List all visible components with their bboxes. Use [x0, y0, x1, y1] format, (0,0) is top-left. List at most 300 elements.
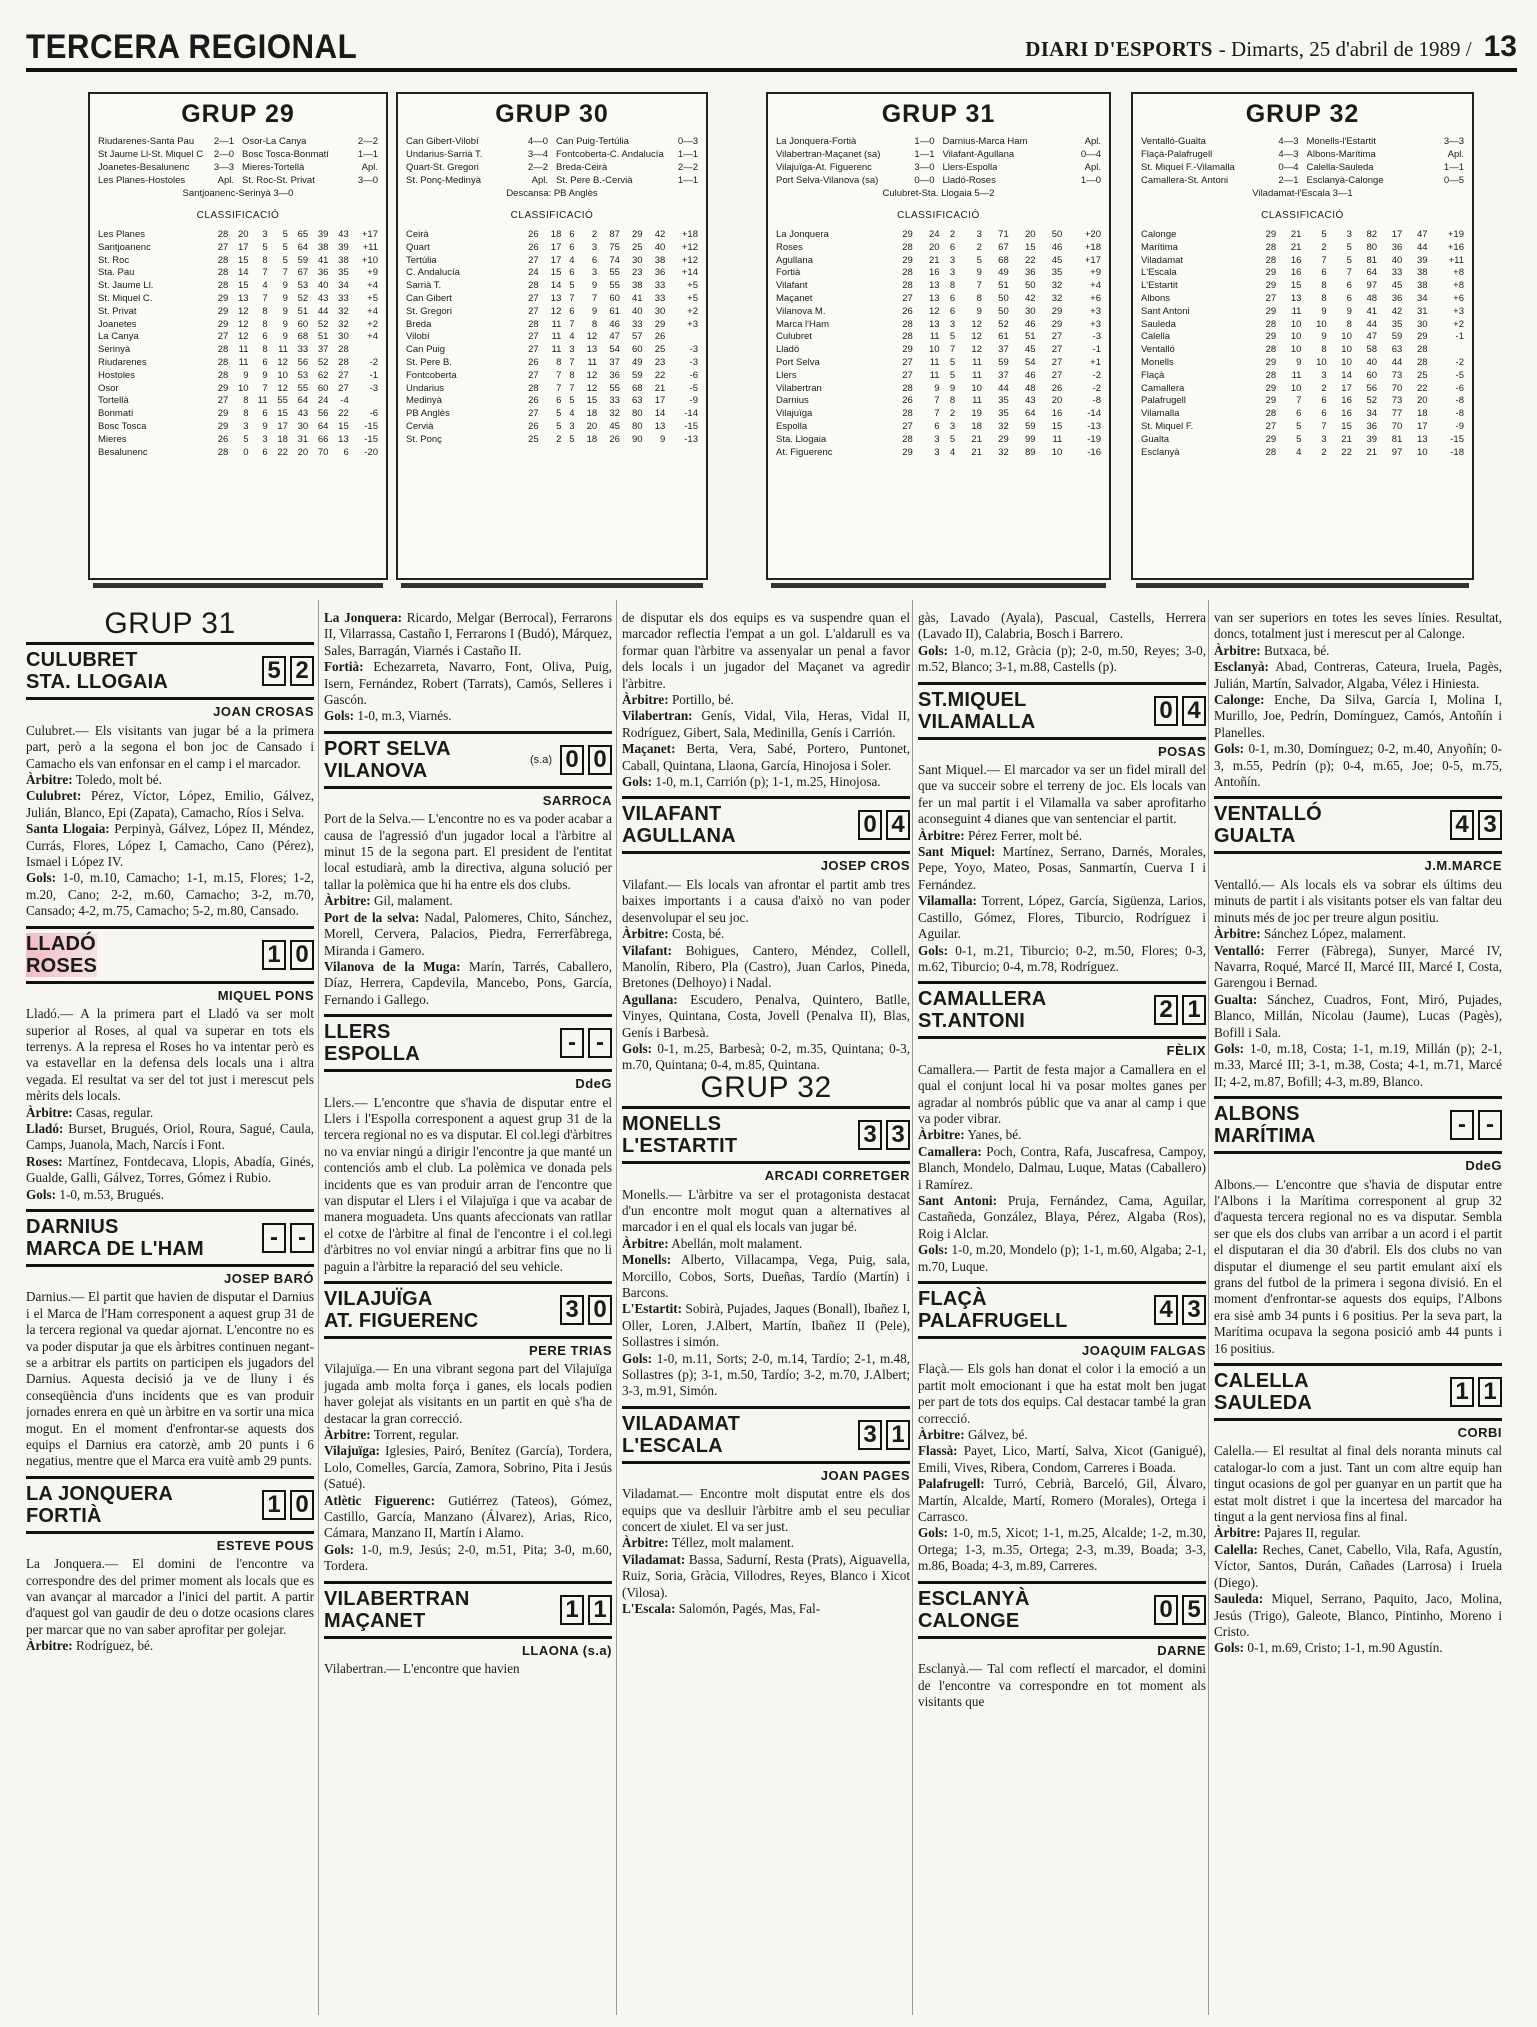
match-header — [26, 642, 314, 693]
lineup-paragraph — [622, 1552, 910, 1601]
stat-cell: 14 — [237, 267, 249, 279]
stat-cell: 30 — [1024, 305, 1036, 317]
result-row — [1141, 161, 1299, 174]
stat-cell: +4 — [367, 280, 378, 292]
stat-cell: 13 — [338, 433, 349, 445]
stat-cell: 5 — [976, 254, 982, 266]
result-match: Albons-Marítima — [1306, 149, 1376, 160]
stat-cell: 13 — [929, 292, 940, 304]
stat-cell: 20 — [297, 446, 309, 458]
stat-cell: 29 — [1265, 267, 1277, 279]
lineup-label: Roses: — [26, 1153, 63, 1169]
stat-cell: 47 — [1416, 229, 1428, 240]
lineup-paragraph — [1214, 943, 1502, 992]
stat-cell: 42 — [1391, 305, 1403, 317]
article-author: JOSEP CROS — [820, 858, 910, 874]
stat-cell: 2 — [949, 408, 956, 420]
lineup-paragraph — [622, 926, 910, 942]
stat-cell: 45 — [1024, 344, 1036, 356]
stat-cell: 81 — [1391, 433, 1403, 445]
stat-cell: 34 — [1416, 292, 1428, 304]
table-row — [1141, 255, 1464, 268]
result-row — [943, 135, 1102, 148]
result-match: St. Roc-St. Privat — [242, 175, 315, 186]
match-header — [324, 1581, 612, 1632]
stat-cell: 70 — [317, 446, 329, 458]
stat-cell: 11 — [929, 369, 940, 381]
stat-cell: 30 — [338, 331, 349, 343]
lineup-text: Enche, Da Silva, García I, Molina I, Murillo, Joe, Pedrín, Domínguez, Camós, Antoñín i Planelles. — [1214, 692, 1502, 740]
match-teams — [1214, 803, 1322, 847]
stat-cell: +11 — [362, 241, 378, 253]
stat-cell: 35 — [998, 395, 1009, 407]
team-name: St. Gregori — [406, 305, 452, 317]
lineup-label: Àrbitre: — [918, 827, 965, 843]
result-row — [98, 148, 234, 161]
stat-cell: 39 — [1416, 254, 1428, 266]
stat-cell: -15 — [684, 420, 698, 432]
article-text: La Jonquera.— El domini de l'encontre va correspondre des del primer moment als locals que es van avançar al marcador a l'inici del partit. A partir d'aquest gol van gaudir de deu o dotze ocasions clares per marcar que no van saber aprofitar per golejar. — [26, 1556, 314, 1637]
table-row — [776, 319, 1101, 332]
stat-cell: 81 — [1366, 254, 1378, 266]
stat-cell: 46 — [1024, 369, 1036, 381]
lineup-paragraph — [324, 910, 612, 959]
lineup-text: 0-1, m.69, Cristo; 1-1, m.90 Agustín. — [1247, 1640, 1443, 1656]
stat-cell: 20 — [929, 241, 940, 253]
stat-cell: 29 — [1265, 331, 1277, 343]
stat-cell: 7 — [569, 318, 575, 330]
stat-cell: 29 — [998, 433, 1009, 445]
stat-cell: 52 — [317, 356, 329, 368]
article-text: Flaçà.— Els gols han donat el color i la emoció a un partit molt emocionant i que ha estat molt ben jugat per part de tots dos equips. Cal destacar també la gran correcció. — [918, 1361, 1206, 1426]
match-teams — [622, 1413, 740, 1457]
stat-cell: 21 — [1290, 241, 1302, 253]
stat-cell: 32 — [998, 446, 1009, 458]
stat-cell: 17 — [550, 254, 562, 266]
stat-cell: 41 — [1366, 305, 1378, 317]
stat-cell: 8 — [1321, 280, 1327, 292]
table-row — [98, 421, 378, 434]
team-name: Besalunenc — [98, 446, 148, 458]
stat-cell: 54 — [609, 344, 620, 356]
lineup-label: Àrbitre: — [26, 1104, 73, 1120]
article-text: de disputar els dos equips es va suspendre quan el marcador reflectia l'empat a un gol. L'aldarull es va formar quan l'àrbitre va assenyalar un penal a favor dels locals i un jugador del Maçanet va agredir l'àrbitre. — [622, 610, 910, 691]
table-row — [98, 370, 378, 383]
lineup-text: Reches, Canet, Cabello, Vila, Rafa, Agustín, Víctor, Santos, Durán, Cañades (Larrosa) i Iruela (Diego). — [1214, 1541, 1502, 1590]
result-row — [1307, 174, 1465, 187]
lineup-paragraph — [324, 659, 612, 708]
stat-cell: 43 — [1024, 395, 1036, 407]
result-row — [943, 174, 1102, 187]
stat-cell: 75 — [609, 241, 620, 253]
home-team: LA JONQUERA — [26, 1482, 174, 1505]
away-team: GUALTA — [1214, 825, 1296, 848]
result-match: Monells-l'Estartit — [1306, 136, 1376, 147]
stat-cell: 26 — [1051, 382, 1063, 394]
result-score: 4—0 — [527, 136, 548, 147]
stat-cell: 28 — [217, 229, 229, 240]
match-header — [26, 1476, 314, 1527]
match-teams — [26, 1483, 173, 1527]
lineup-text: Ferrer (Fàbrega), Sunyer, Marcé IV, Navarra, Roqué, Marcé II, Marcé III, Marcé I, Costa, Garengou i Bernad. — [1214, 942, 1502, 991]
page-header — [26, 22, 1517, 72]
stat-cell: 6 — [569, 305, 575, 317]
table-row — [406, 242, 698, 255]
stat-cell: 60 — [1366, 369, 1378, 381]
result-score: Apl. — [1447, 149, 1464, 160]
article-text: Sant Miquel.— El marcador va ser un fidel mirall del que va succeir sobre el terreny de joc. Els locals van fer un mal partit i el Vilamalla va saber aprofitarho aconseguint 4 dianes que van sentenciar el partit. — [918, 762, 1206, 827]
stat-cell: 42 — [654, 229, 666, 240]
lineup-label: Gualta: — [1214, 991, 1258, 1007]
stat-cell: 9 — [262, 369, 268, 381]
home-score: - — [262, 1223, 286, 1253]
article-author: SARROCA — [542, 792, 612, 808]
table-row — [1141, 229, 1464, 242]
team-name: Ceirà — [406, 229, 429, 240]
stat-cell: 11 — [1291, 305, 1302, 317]
stat-cell: 59 — [1391, 331, 1403, 343]
stat-cell: 10 — [1341, 331, 1352, 343]
stat-cell: 27 — [1051, 369, 1063, 381]
stat-cell: 2 — [556, 433, 562, 445]
stat-cell: 5 — [1321, 229, 1327, 240]
stat-cell: 29 — [902, 446, 913, 458]
stat-cell: 9 — [1346, 305, 1352, 317]
stat-cell: -14 — [1087, 408, 1101, 420]
home-team: ST.MIQUEL — [918, 688, 1027, 711]
lineup-paragraph — [324, 1542, 612, 1575]
stat-cell: 22 — [654, 369, 666, 381]
table-row — [98, 280, 378, 293]
article-author: MIQUEL PONS — [217, 987, 314, 1003]
lineup-text: Poch, Contra, Rafa, Juscafresa, Campoy, Blanch, Mondelo, Dalmau, Luque, Matas (Caballero) i Ramírez. — [918, 1143, 1206, 1192]
lineup-paragraph — [622, 1236, 910, 1252]
lineup-text: Gutiérrez (Tateos), Gómez, Castillo, García, Manzano (Álvarez), Arias, Rico, Cámara, Manzano II, Martín i Alamo. — [324, 1492, 612, 1541]
away-team: MARCA DE L'HAM — [26, 1237, 204, 1260]
match-header — [26, 1209, 314, 1260]
stat-cell: 51 — [998, 280, 1009, 292]
stat-cell: 12 — [586, 382, 598, 394]
team-name: Ventalló — [1141, 344, 1175, 356]
result-match: Lladó-Roses — [942, 175, 996, 186]
lineup-text: Pérez Ferrer, molt bé. — [967, 827, 1083, 843]
lineup-label: Vilamalla: — [918, 893, 977, 909]
section-title: TERCERA REGIONAL — [26, 28, 358, 66]
team-name: Sta. Pau — [98, 267, 135, 279]
team-name: Lladó — [776, 344, 800, 356]
stat-cell: 28 — [902, 267, 913, 279]
article-author: LLAONA (s.a) — [521, 1642, 612, 1658]
stat-cell: 26 — [902, 395, 913, 407]
lineup-paragraph — [622, 692, 910, 708]
result-match: Flaçà-Palafrugell — [1141, 149, 1213, 160]
lineup-label: Àrbitre: — [26, 1638, 73, 1654]
stat-cell: +3 — [1090, 305, 1101, 317]
article-text: Calella.— El resultat al final dels noranta minuts cal catalogar-lo com a just. Tant un com altre equip han tingut ocasions de gol per guanyar en un partit que ha estat molt distret i que la incertesa del marcador ha tingut a la gent nerviosa fins al final. — [1214, 1443, 1502, 1525]
stat-cell: 8 — [243, 395, 249, 407]
stat-cell: -8 — [1455, 408, 1464, 420]
stat-cell: -6 — [369, 408, 378, 420]
lineup-paragraph — [26, 1154, 314, 1187]
table-row — [776, 280, 1101, 293]
stat-cell: 2 — [976, 241, 982, 253]
lineup-label: Àrbitre: — [918, 1127, 965, 1143]
away-score: 0 — [290, 940, 314, 970]
team-name: La Canya — [98, 331, 139, 343]
stat-cell: 27 — [528, 305, 539, 317]
stat-cell: 27 — [217, 241, 229, 253]
stat-cell: 28 — [338, 356, 349, 368]
team-name: St. Ponç — [406, 433, 442, 445]
stat-cell: +2 — [1453, 318, 1464, 330]
stat-cell: 23 — [632, 267, 643, 279]
article-author: DARNE — [1157, 1642, 1206, 1658]
stat-cell: 40 — [1391, 254, 1403, 266]
stat-cell: 29 — [902, 344, 913, 356]
article-text: Ventalló.— Als locals els va sobrar els últims deu minuts de partit i als visitants potser els van faltar deu minuts més de joc per treure algun positiu. — [1214, 876, 1502, 925]
stat-cell: -2 — [1455, 356, 1464, 368]
table-row — [1141, 319, 1464, 332]
table-row — [98, 395, 378, 408]
stat-cell: 43 — [297, 408, 309, 420]
stat-cell: 5 — [243, 433, 249, 445]
article-author: J.M.MARCE — [1424, 858, 1502, 874]
team-name: PB Anglès — [406, 408, 450, 420]
stat-cell: 26 — [528, 229, 539, 240]
stat-cell: -1 — [369, 369, 378, 381]
stat-cell: 9 — [282, 280, 288, 292]
stat-cell: 8 — [1321, 344, 1327, 356]
team-name: Vilobí — [406, 331, 430, 343]
stat-cell: 6 — [262, 331, 268, 343]
team-name: Les Planes — [98, 229, 146, 240]
lineup-paragraph — [622, 1041, 910, 1074]
stat-cell: 6 — [1296, 408, 1302, 420]
stat-cell: 64 — [297, 395, 309, 407]
home-team: PORT SELVA — [324, 737, 451, 760]
lineup-text: Genís, Vidal, Vila, Heras, Vidal II, Rodríguez, Gibert, Sala, Medinilla, Genís i Carrión. — [622, 708, 910, 740]
lineup-text: Ricardo, Melgar (Berrocal), Ferrarons II, Vilarrassa, Castaño I, Ferrarons I (Budó), Márquez, Sales, Barragán, Viarnés i Castaño II. — [324, 610, 612, 658]
team-name: Viladamat — [1141, 254, 1184, 266]
stat-cell: 25 — [654, 344, 666, 356]
stat-cell: +1 — [1090, 356, 1101, 368]
match-teams — [324, 738, 451, 782]
stat-cell: +17 — [361, 229, 378, 240]
stat-cell: 34 — [338, 280, 349, 292]
lineup-text: Payet, Lico, Martí, Salva, Xicot (Ganigué), Emili, Vives, Ribera, Condom, Carreres i Boada. — [918, 1443, 1206, 1475]
team-name: Camallera — [1141, 382, 1185, 394]
stat-cell: 29 — [217, 305, 229, 317]
stat-cell: 59 — [632, 369, 643, 381]
stat-cell: 18 — [1416, 408, 1428, 420]
group-title: GRUP 32 — [1245, 100, 1360, 128]
lineup-paragraph — [1214, 692, 1502, 741]
stat-cell: 12 — [237, 318, 249, 330]
stat-cell: 10 — [1290, 344, 1302, 356]
stat-cell: 38 — [338, 254, 349, 266]
result-score: Apl. — [531, 175, 548, 186]
result-extra: Viladamat-l'Escala 3—1 — [1252, 188, 1353, 199]
stat-cell: 6 — [1321, 408, 1327, 420]
team-name: Monells — [1141, 356, 1174, 368]
result-match: Esclanyà-Calonge — [1306, 175, 1384, 186]
stat-cell: 63 — [632, 395, 643, 407]
stat-cell: 13 — [586, 344, 598, 356]
table-row — [1141, 395, 1464, 408]
result-match: La Jonquera-Fortià — [776, 136, 857, 147]
team-name: Riudarenes — [98, 356, 147, 368]
stat-cell: 33 — [654, 280, 666, 292]
stat-cell: 20 — [1416, 395, 1428, 407]
stat-cell: 46 — [1051, 241, 1063, 253]
stat-cell: 5 — [569, 280, 575, 292]
match-divider — [918, 1636, 1206, 1639]
lineup-text: Gálvez, bé. — [967, 1427, 1028, 1443]
stat-cell: -14 — [684, 408, 698, 420]
table-row — [776, 421, 1101, 434]
table-row — [406, 434, 698, 447]
table-row — [1141, 421, 1464, 434]
stat-cell: 60 — [297, 318, 309, 330]
home-score: 0 — [1154, 1595, 1178, 1625]
stat-cell: -1 — [1092, 344, 1101, 356]
stat-cell: 59 — [998, 356, 1009, 368]
team-name: Espolla — [776, 420, 808, 432]
team-name: Gualta — [1141, 433, 1169, 445]
stat-cell: 20 — [586, 420, 598, 432]
stat-cell: +2 — [367, 318, 378, 330]
stat-cell: 58 — [1366, 344, 1378, 356]
lineup-text: Iglesies, Pairó, Benítez (García), Tordera, Lolo, Comelles, García, Zamora, Sobrino, Pita i Jesús (Satué). — [324, 1443, 612, 1492]
stat-cell: 12 — [586, 369, 598, 381]
match-teams — [918, 1588, 1030, 1632]
lineup-text: Sánchez, Cuadros, Font, Miró, Pujades, Blanco, Millán, Nicolau (Jaume), Lucas (Pagès), Bofill i Sala. — [1214, 991, 1502, 1040]
classification-title: CLASSIFICACIÓ — [196, 210, 280, 221]
home-team: CULUBRET — [26, 649, 138, 672]
stat-cell: 6 — [343, 446, 349, 458]
lineup-paragraph — [26, 870, 314, 919]
lineup-label: Palafrugell: — [918, 1476, 985, 1492]
lineup-label: Àrbitre: — [622, 692, 669, 708]
result-row — [776, 135, 935, 148]
stat-cell: 29 — [217, 408, 229, 420]
away-score: 1 — [886, 1420, 910, 1450]
table-row — [98, 306, 378, 319]
stat-cell: 7 — [934, 395, 940, 407]
stat-cell: 2 — [1321, 446, 1327, 458]
stat-cell: +17 — [1084, 254, 1101, 266]
stat-cell: 31 — [1416, 305, 1428, 317]
result-score: 0—0 — [914, 175, 935, 186]
result-score: 1—1 — [677, 149, 698, 160]
home-team: DARNIUS — [26, 1215, 119, 1238]
stat-cell: 29 — [217, 382, 229, 394]
away-team: VILAMALLA — [918, 710, 1036, 733]
away-team: FORTIÀ — [26, 1504, 102, 1527]
stat-cell: 11 — [278, 344, 288, 356]
team-name: St. Miquel C. — [98, 292, 153, 304]
stat-cell: 25 — [1416, 369, 1428, 381]
lineup-label: Maçanet: — [622, 741, 676, 757]
stat-cell: 7 — [1321, 254, 1327, 266]
stat-cell: 27 — [902, 292, 913, 304]
result-row — [776, 148, 935, 161]
stat-cell: 51 — [297, 305, 309, 317]
lineup-text: 1-0, m.9, Jesús; 2-0, m.51, Pita; 3-0, m.60, Tordera. — [324, 1541, 612, 1574]
lineup-text: 1-0, m.1, Carrión (p); 1-1, m.25, Hinojosa. — [655, 774, 881, 790]
stat-cell: +16 — [1447, 241, 1464, 253]
lineup-label: Vilanova de la Muga: — [324, 958, 461, 974]
stat-cell: 44 — [317, 305, 329, 317]
lineup-label: Gols: — [918, 1525, 949, 1541]
result-match: St. Miquel F.-Vilamalla — [1141, 162, 1235, 173]
stat-cell: -8 — [1092, 395, 1101, 407]
stat-cell: 7 — [1346, 267, 1352, 279]
stat-cell: 29 — [1051, 318, 1063, 330]
stat-cell: 70 — [1391, 420, 1403, 432]
stat-cell: 33 — [338, 292, 349, 304]
result-score: 0—3 — [677, 136, 698, 147]
result-row — [98, 135, 234, 148]
stat-cell: 9 — [934, 382, 940, 394]
team-name: Flaçà — [1141, 369, 1165, 381]
table-row — [98, 447, 378, 460]
lineup-paragraph — [26, 1121, 314, 1154]
stat-cell: 45 — [1391, 280, 1403, 292]
match-header — [324, 731, 612, 782]
stat-cell: 13 — [654, 420, 666, 432]
stat-cell: +3 — [1090, 318, 1101, 330]
stat-cell: -1 — [1455, 331, 1464, 343]
lineup-paragraph — [324, 708, 612, 724]
lineup-paragraph — [918, 943, 1206, 976]
stat-cell: 28 — [902, 241, 913, 253]
column-divider — [1208, 600, 1209, 2015]
team-name: Roses — [776, 241, 803, 253]
table-row — [1141, 357, 1464, 370]
stat-cell: 26 — [902, 305, 913, 317]
stat-cell: 17 — [237, 241, 249, 253]
team-name: Sta. Llogaia — [776, 433, 827, 445]
stat-cell: 20 — [237, 229, 249, 240]
article-text: Llers.— L'encontre que s'havia de disputar entre el Llers i l'Espolla corresponent a aquest grup 31 de la tercera regional no es va disputar. El col.legi d'àrbitres no va enviar ningú a dirigir l'encontre ja que manté un contenciós amb el club. La polèmica ve donada pels incidents que es van produir arran de l'encontre que van disputar el Llers i el Vilajuïga i que va acabar de manera moguadeta. Uns quants afeccionats van ratllar el cotxe de l'àrbitre al final de l'encontre i el col.legi d'àrbitres no vol enviar ningú a arbitrar fins que no li paguin a l'àrbitre la reparació del seu vehicle. — [324, 1094, 612, 1274]
lineup-text: Torrent, López, García, Sigüenza, Larios, Castillo, Gómez, Flores, Tiburcio, Rodríguez i Aguilar. — [918, 893, 1206, 942]
score-box — [560, 1595, 612, 1625]
stat-cell: 3 — [262, 433, 268, 445]
stat-cell: 49 — [632, 356, 643, 368]
stat-cell: 27 — [1051, 356, 1063, 368]
article-author: DdeG — [1465, 1158, 1502, 1174]
stat-cell: 27 — [528, 254, 539, 266]
stat-cell: 7 — [556, 369, 562, 381]
stat-cell: 7 — [591, 292, 598, 304]
match-teams — [918, 689, 1035, 733]
team-name: St. Roc — [98, 254, 130, 266]
team-name: St. Jaume Ll. — [98, 280, 154, 292]
home-team: VILAFANT — [622, 803, 722, 826]
table-row — [406, 306, 698, 319]
stat-cell: 12 — [971, 344, 982, 356]
stat-cell — [349, 344, 378, 357]
stat-cell: 2 — [591, 229, 598, 240]
lineup-text: Téllez, molt malament. — [671, 1535, 795, 1551]
lineup-text: Martínez, Fontdecava, Llopis, Abadía, Ginés, Gualde, Galli, Gálvez, Torres, Gómez i Rubio. — [26, 1153, 314, 1186]
result-score: 2—2 — [357, 136, 378, 147]
classification-title: CLASSIFICACIÓ — [1261, 210, 1344, 221]
stat-cell: 11 — [551, 331, 562, 343]
result-score: 1—0 — [914, 136, 935, 147]
stat-cell: 28 — [902, 408, 913, 420]
